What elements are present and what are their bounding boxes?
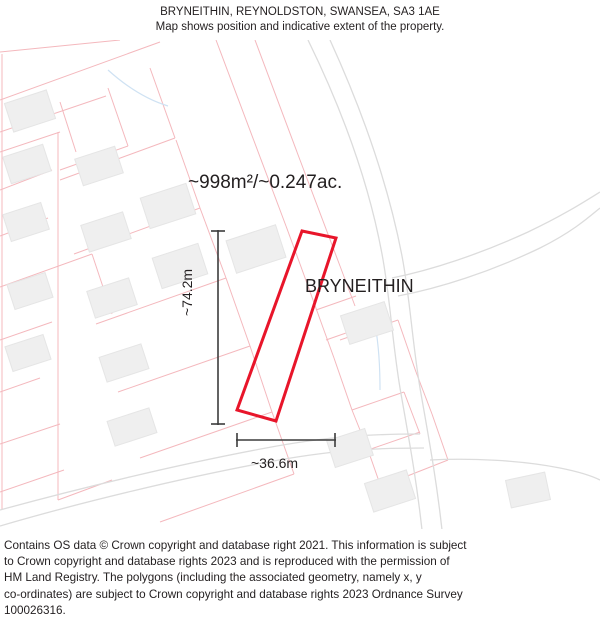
water-line: [108, 70, 380, 390]
copyright-line: co-ordinates) are subject to Crown copyright and database rights 2023 Ordnance Survey: [4, 587, 463, 601]
copyright-line: Contains OS data © Crown copyright and database right 2021. This information is subject: [4, 539, 467, 552]
map-canvas[interactable]: [0, 40, 600, 530]
copyright-line: HM Land Registry. The polygons (including the associated geometry, namely x, y: [4, 571, 422, 585]
area-label: ~998m²/~0.247ac.: [188, 172, 343, 193]
copyright-line: 100026316.: [4, 603, 66, 617]
copyright-line: to Crown copyright and database rights 2023 and is reproduced with the permission of: [4, 555, 450, 569]
road-lines: [0, 40, 600, 530]
map-header: [0, 0, 600, 40]
vertical-dimension-label: ~74.2m: [179, 268, 195, 316]
vertical-dimension-line: [211, 230, 225, 425]
map-vector-layer: [0, 40, 600, 530]
place-name-label: BRYNEITHIN: [305, 276, 414, 296]
page-subtitle: Map shows position and indicative extent of the property.: [155, 21, 445, 33]
copyright-notice: [0, 530, 600, 625]
horizontal-dimension-label: ~36.6m: [251, 455, 299, 471]
page-title: BRYNEITHIN, REYNOLDSTON, SWANSEA, SA3 1AE: [160, 6, 440, 18]
